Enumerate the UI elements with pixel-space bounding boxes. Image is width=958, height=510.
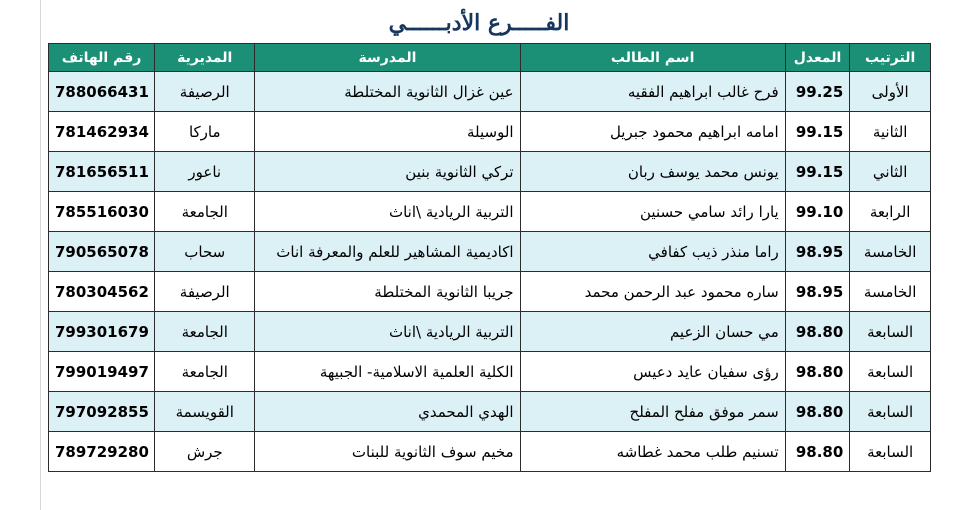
student-cell: مي حسان الزعيم [520, 312, 785, 352]
student-cell: امامه ابراهيم محمود جبريل [520, 112, 785, 152]
rank-cell: الثاني [850, 152, 931, 192]
column-header-district: المديرية [155, 44, 255, 72]
table-row [49, 312, 931, 352]
table-row [49, 432, 931, 472]
table-row [49, 152, 931, 192]
rank-cell: السابعة [850, 392, 931, 432]
column-header-school: المدرسة [255, 44, 520, 72]
student-cell: يارا رائد سامي حسنين [520, 192, 785, 232]
average-cell: 98.95 [785, 272, 850, 312]
student-cell: يونس محمد يوسف ربان [520, 152, 785, 192]
table-row [49, 352, 931, 392]
results-table [48, 43, 931, 472]
school-cell: اكاديمية المشاهير للعلم والمعرفة اناث [255, 232, 520, 272]
district-cell: القويسمة [155, 392, 255, 432]
phone-cell: 789729280 [49, 432, 155, 472]
average-cell: 98.80 [785, 392, 850, 432]
student-cell: سمر موفق مفلح المفلح [520, 392, 785, 432]
district-cell: الجامعة [155, 192, 255, 232]
phone-cell: 797092855 [49, 392, 155, 432]
phone-cell: 781656511 [49, 152, 155, 192]
phone-cell: 799019497 [49, 352, 155, 392]
rank-cell: السابعة [850, 312, 931, 352]
column-header-rank: الترتيب [850, 44, 931, 72]
district-cell: الجامعة [155, 352, 255, 392]
student-cell: تسنيم طلب محمد غطاشه [520, 432, 785, 472]
table-row [49, 112, 931, 152]
district-cell: الرصيفة [155, 272, 255, 312]
phone-cell: 781462934 [49, 112, 155, 152]
phone-cell: 799301679 [49, 312, 155, 352]
average-cell: 99.10 [785, 192, 850, 232]
table-header-row [49, 44, 931, 72]
rank-cell: الخامسة [850, 232, 931, 272]
district-cell: الرصيفة [155, 72, 255, 112]
school-cell: التربية الريادية \اناث [255, 312, 520, 352]
rank-cell: الأولى [850, 72, 931, 112]
student-cell: راما منذر ذيب كفافي [520, 232, 785, 272]
table-row [49, 72, 931, 112]
phone-cell: 780304562 [49, 272, 155, 312]
average-cell: 99.25 [785, 72, 850, 112]
district-cell: جرش [155, 432, 255, 472]
district-cell: سحاب [155, 232, 255, 272]
rank-cell: الخامسة [850, 272, 931, 312]
rank-cell: السابعة [850, 352, 931, 392]
district-cell: ماركا [155, 112, 255, 152]
district-cell: الجامعة [155, 312, 255, 352]
phone-cell: 790565078 [49, 232, 155, 272]
table-row [49, 392, 931, 432]
average-cell: 98.80 [785, 312, 850, 352]
column-header-average: المعدل [785, 44, 850, 72]
column-header-student: اسم الطالب [520, 44, 785, 72]
average-cell: 98.95 [785, 232, 850, 272]
school-cell: جريبا الثانوية المختلطة [255, 272, 520, 312]
page-title: الفـــــرع الأدبــــــي [388, 10, 570, 36]
rank-cell: الرابعة [850, 192, 931, 232]
table-row [49, 232, 931, 272]
average-cell: 99.15 [785, 152, 850, 192]
phone-cell: 785516030 [49, 192, 155, 232]
rank-cell: الثانية [850, 112, 931, 152]
school-cell: مخيم سوف الثانوية للبنات [255, 432, 520, 472]
school-cell: تركي الثانوية بنين [255, 152, 520, 192]
school-cell: عين غزال الثانوية المختلطة [255, 72, 520, 112]
school-cell: الكلية العلمية الاسلامية- الجبيهة [255, 352, 520, 392]
student-cell: ساره محمود عبد الرحمن محمد [520, 272, 785, 312]
district-cell: ناعور [155, 152, 255, 192]
school-cell: الهدي المحمدي [255, 392, 520, 432]
phone-cell: 788066431 [49, 72, 155, 112]
school-cell: الوسيلة [255, 112, 520, 152]
rank-cell: السابعة [850, 432, 931, 472]
page-margin-line [40, 0, 41, 510]
student-cell: رؤى سفيان عايد دعيس [520, 352, 785, 392]
column-header-phone: رقم الهاتف [49, 44, 155, 72]
table-row [49, 272, 931, 312]
student-cell: فرح غالب ابراهيم الفقيه [520, 72, 785, 112]
average-cell: 98.80 [785, 352, 850, 392]
average-cell: 98.80 [785, 432, 850, 472]
school-cell: التربية الريادية \اناث [255, 192, 520, 232]
average-cell: 99.15 [785, 112, 850, 152]
table-row [49, 192, 931, 232]
